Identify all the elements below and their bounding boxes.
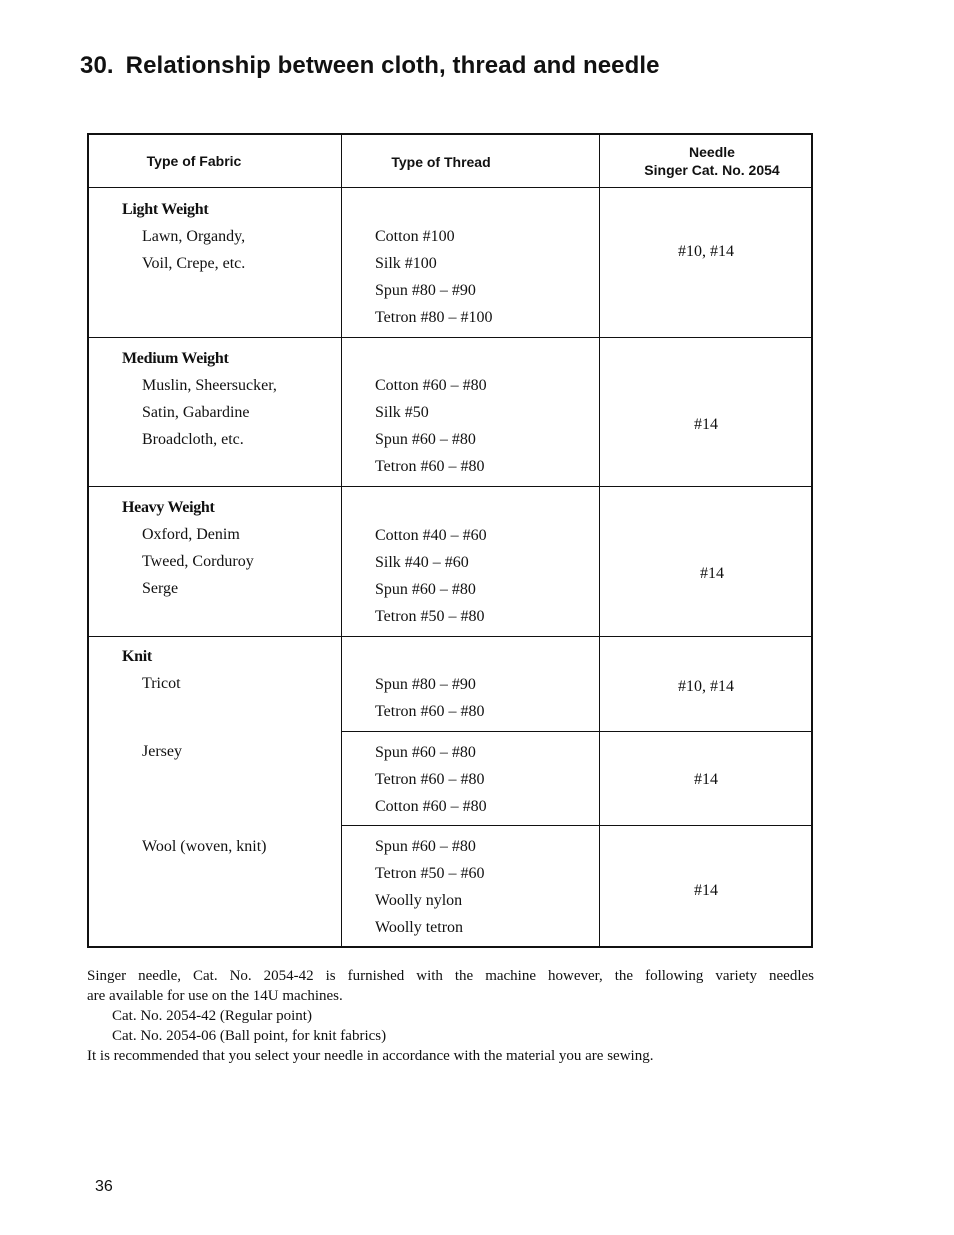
fabric-item: Lawn, Organdy, (142, 228, 246, 245)
needle-cell-tricot: #10, #14 (678, 678, 734, 695)
header-thread: Type of Thread (391, 154, 491, 170)
thread-item: Woolly tetron (375, 919, 464, 936)
thread-cell-tricot (375, 671, 485, 725)
fabric-item: Satin, Gabardine (142, 404, 250, 421)
fabric-item-tricot: Tricot (142, 675, 181, 692)
row-divider (341, 825, 811, 826)
thread-item: Cotton #40 – #60 (375, 527, 487, 544)
needle-cell-medium: #14 (694, 416, 718, 433)
fabric-cell-heavy (122, 494, 254, 602)
thread-item: Silk #40 – #60 (375, 554, 469, 571)
thread-item: Tetron #50 – #60 (375, 865, 485, 882)
header-fabric: Type of Fabric (146, 153, 242, 169)
thread-item: Silk #50 (375, 404, 429, 421)
thread-item: Cotton #100 (375, 228, 455, 245)
fabric-cell-knit (122, 643, 181, 697)
header-needle-line1: Needle (689, 144, 735, 160)
thread-item: Spun #60 – #80 (375, 744, 476, 761)
fabric-cell-light (122, 196, 245, 277)
needle-cell-wool: #14 (694, 882, 718, 899)
category-label: Knit (122, 648, 152, 665)
fabric-item: Broadcloth, etc. (142, 431, 244, 448)
thread-item: Spun #60 – #80 (375, 838, 476, 855)
category-label: Heavy Weight (122, 499, 215, 516)
fabric-thread-needle-table (87, 133, 813, 948)
fabric-item: Voil, Crepe, etc. (142, 255, 246, 272)
thread-item: Spun #60 – #80 (375, 431, 476, 448)
header-needle-line2: Singer Cat. No. 2054 (644, 162, 780, 178)
notes (87, 966, 814, 1066)
thread-item: Spun #80 – #90 (375, 676, 476, 693)
note-line: It is recommended that you select your needle in accordance with the material you are sewing. (87, 1048, 654, 1064)
thread-item: Cotton #60 – #80 (375, 377, 487, 394)
thread-cell-wool (375, 833, 485, 941)
thread-item: Cotton #60 – #80 (375, 798, 487, 815)
thread-item: Tetron #60 – #80 (375, 458, 485, 475)
thread-item: Spun #80 – #90 (375, 282, 476, 299)
thread-cell-light (375, 223, 493, 331)
needle-cell-heavy: #14 (700, 565, 724, 582)
thread-item: Spun #60 – #80 (375, 581, 476, 598)
section-title (80, 52, 660, 80)
page-number: 36 (95, 1178, 113, 1195)
thread-cell-medium (375, 372, 487, 480)
fabric-item-jersey: Jersey (142, 743, 182, 760)
row-divider (89, 486, 811, 487)
thread-item: Tetron #60 – #80 (375, 771, 485, 788)
thread-cell-jersey (375, 739, 487, 820)
category-label: Light Weight (122, 201, 209, 218)
fabric-cell-medium (122, 345, 277, 453)
note-line: Singer needle, Cat. No. 2054-42 is furnished with the machine however, the following variety needles (87, 968, 814, 984)
category-label: Medium Weight (122, 350, 229, 367)
thread-item: Tetron #80 – #100 (375, 309, 493, 326)
fabric-item: Muslin, Sheersucker, (142, 377, 277, 394)
row-divider (89, 187, 811, 188)
fabric-item: Oxford, Denim (142, 526, 240, 543)
thread-item: Woolly nylon (375, 892, 463, 909)
section-number: 30. (80, 52, 114, 79)
header-needle (599, 143, 825, 179)
fabric-item: Tweed, Corduroy (142, 553, 254, 570)
thread-item: Silk #100 (375, 255, 437, 272)
note-line: are available for use on the 14U machines. (87, 988, 343, 1004)
row-divider (89, 636, 811, 637)
fabric-item: Serge (142, 580, 179, 597)
row-divider (89, 337, 811, 338)
thread-item: Tetron #60 – #80 (375, 703, 485, 720)
section-title-text: Relationship between cloth, thread and needle (125, 52, 660, 79)
row-divider (341, 731, 811, 732)
needle-cell-jersey: #14 (694, 771, 718, 788)
note-line: Cat. No. 2054-42 (Regular point) (112, 1008, 312, 1024)
needle-cell-light: #10, #14 (678, 243, 734, 260)
note-line: Cat. No. 2054-06 (Ball point, for knit fabrics) (112, 1028, 387, 1044)
fabric-item-wool: Wool (woven, knit) (142, 838, 267, 855)
thread-cell-heavy (375, 522, 487, 630)
thread-item: Tetron #50 – #80 (375, 608, 485, 625)
